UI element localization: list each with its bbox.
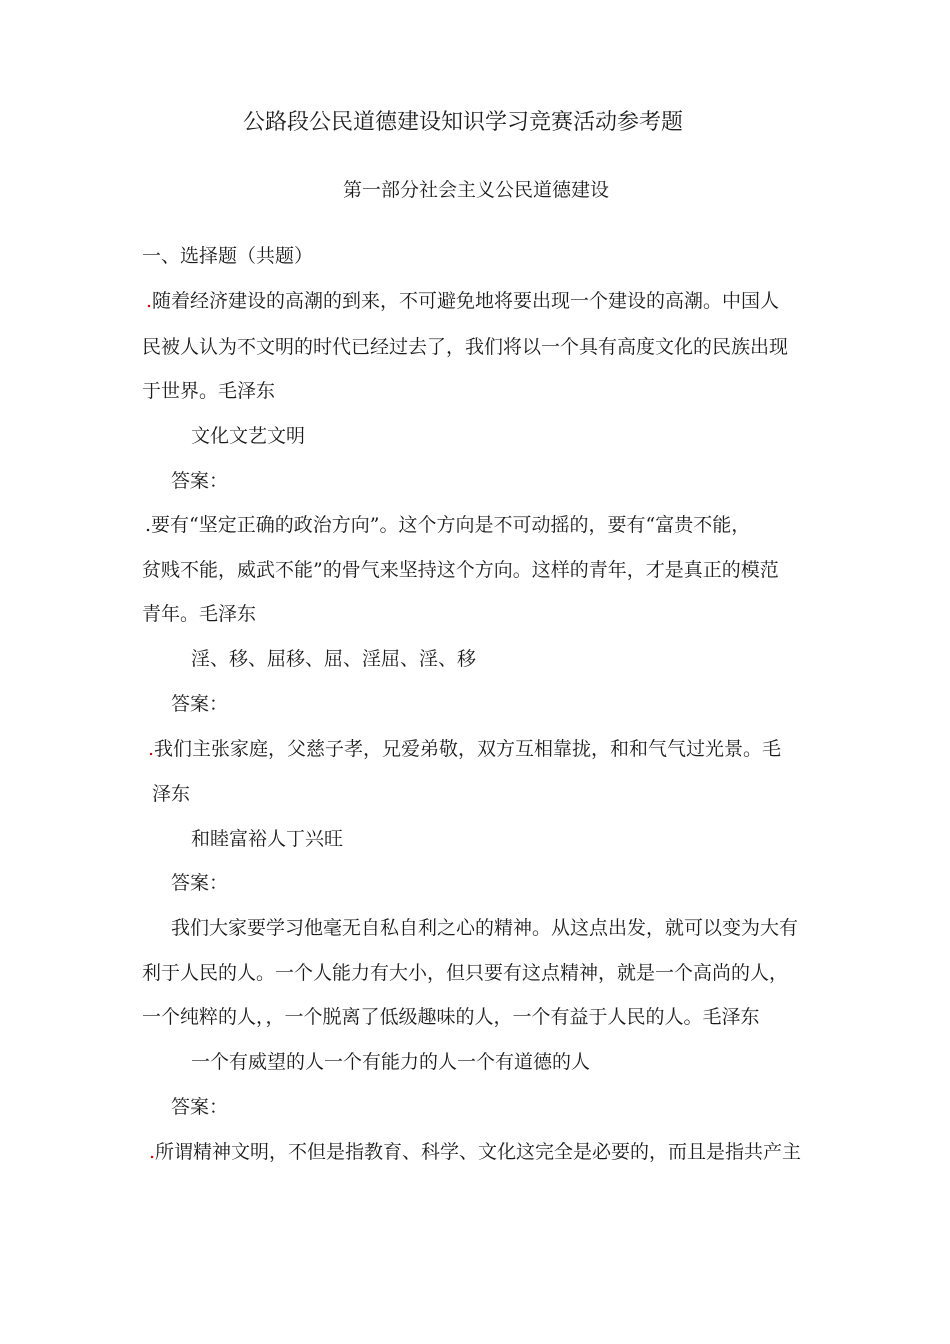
question-2-answer-label: 答案：: [171, 693, 229, 715]
question-4-line-3: 一个纯粹的人，，一个脱离了低级趣味的人，一个有益于人民的人。毛泽东: [142, 1006, 760, 1028]
question-marker: .: [146, 290, 153, 312]
question-4-line-2: 利于人民的人。一个人能力有大小，但只要有这点精神，就是一个高尚的人，: [142, 962, 789, 984]
question-3-answer-label: 答案：: [171, 872, 229, 894]
question-marker: .: [145, 514, 152, 536]
document-title: 公路段公民道德建设知识学习竞赛活动参考题: [243, 110, 684, 135]
question-1-line-1: .随着经济建设的高潮的到来，不可避免地将要出现一个建设的高潮。中国人: [146, 290, 780, 312]
question-3-options: 和睦富裕人丁兴旺: [191, 828, 344, 850]
question-4-answer-label: 答案：: [171, 1096, 229, 1118]
question-5-line-1: .所谓精神文明，不但是指教育、科学、文化这完全是必要的，而且是指共产主: [149, 1141, 802, 1163]
question-4-options: 一个有威望的人一个有能力的人一个有道德的人: [191, 1051, 591, 1073]
question-1-line-3: 于世界。毛泽东: [142, 380, 276, 402]
question-3-line-2: 泽东: [152, 783, 191, 805]
question-3-line-1: .我们主张家庭，父慈子孝，兄爱弟敬，双方互相靠拢，和和气气过光景。毛: [148, 738, 782, 760]
question-4-line-1: 我们大家要学习他毫无自私自利之心的精神。从这点出发，就可以变为大有: [171, 917, 799, 939]
document-subtitle: 第一部分社会主义公民道德建设: [343, 179, 610, 201]
question-2-line-2: 贫贱不能，威武不能”的骨气来坚持这个方向。这样的青年，才是真正的模范: [142, 559, 779, 581]
question-marker: .: [149, 1141, 156, 1163]
question-1-options: 文化文艺文明: [191, 425, 306, 447]
section-heading: 一、选择题（共题）: [142, 245, 314, 267]
question-1-line-2: 民被人认为不文明的时代已经过去了，我们将以一个具有高度文化的民族出现: [142, 336, 789, 358]
question-1-answer-label: 答案：: [171, 470, 229, 492]
question-2-line-1: .要有“坚定正确的政治方向”。这个方向是不可动摇的，要有“富贵不能，: [145, 514, 751, 536]
question-2-options: 淫、移、屈移、屈、淫屈、淫、移: [191, 648, 477, 670]
question-marker: .: [148, 738, 155, 760]
question-2-line-3: 青年。毛泽东: [142, 603, 257, 625]
